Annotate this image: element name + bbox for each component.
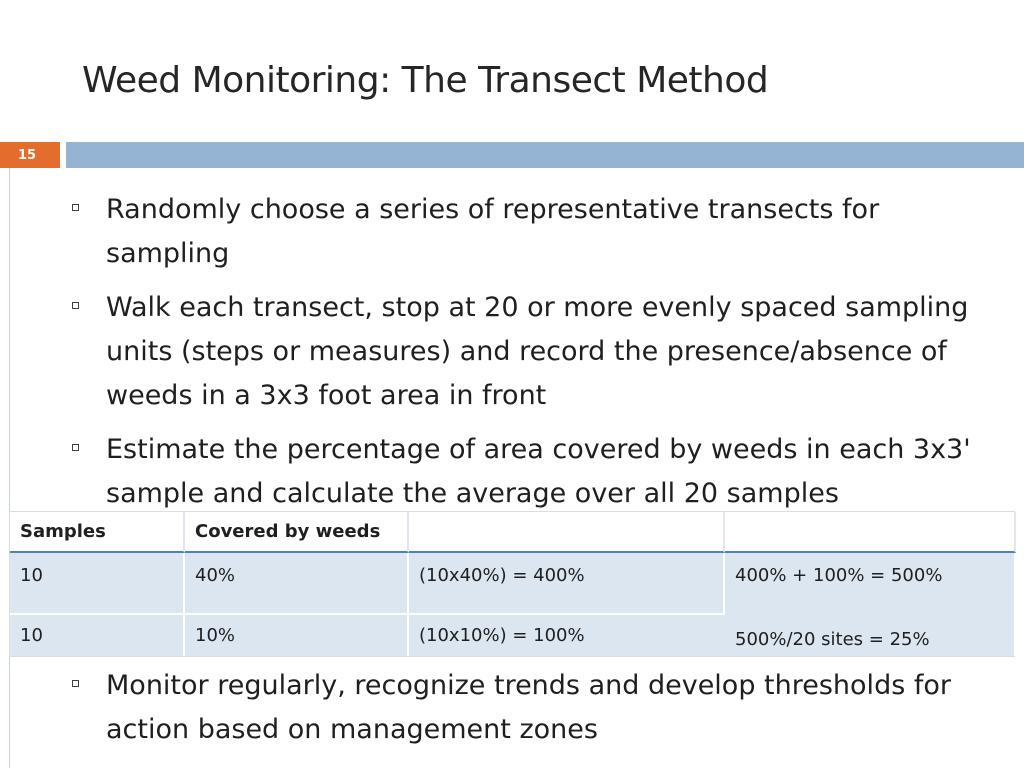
table-cell: (10x10%) = 100% (409, 615, 725, 656)
header-bar (66, 142, 1024, 168)
square-bullet-icon (72, 204, 79, 211)
square-bullet-icon (72, 302, 79, 309)
square-bullet-icon (72, 444, 79, 451)
bullet-text: Monitor regularly, recognize trends and develop thresholds for action based on management zones (106, 670, 951, 745)
table-cell: 10 (10, 553, 185, 615)
left-rule (9, 168, 10, 768)
table-header-cell: Covered by weeds (185, 512, 409, 553)
table-cell: 40% (185, 553, 409, 615)
bullet-text: Walk each transect, stop at 20 or more evenly spaced sampling units (steps or measures) and record the presence/absence of weeds in a 3x3 foot area in front (106, 292, 969, 411)
slide-title: Weed Monitoring: The Transect Method (82, 60, 769, 101)
samples-table (9, 511, 1015, 657)
slide-number-badge (0, 142, 60, 168)
table-cell: 10% (185, 615, 409, 656)
table-cell-text: 500%/20 sites = 25% (735, 629, 930, 650)
table-header-cell: Samples (10, 512, 185, 553)
bullet-text: Randomly choose a series of representative transects for sampling (106, 194, 880, 269)
square-bullet-icon (72, 680, 79, 687)
bullet-text: Estimate the percentage of area covered by weeds in each 3x3' sample and calculate the average over all 20 samples (106, 434, 971, 509)
table-header-cell (725, 512, 1016, 553)
table-cell: 10 (10, 615, 185, 656)
table-header-cell (409, 512, 725, 553)
table-cell-text: 400% + 100% = 500% (735, 565, 943, 586)
table-cell: (10x40%) = 400% (409, 553, 725, 615)
table-merged-cell (725, 553, 1016, 656)
slide-number: 15 (17, 147, 37, 163)
